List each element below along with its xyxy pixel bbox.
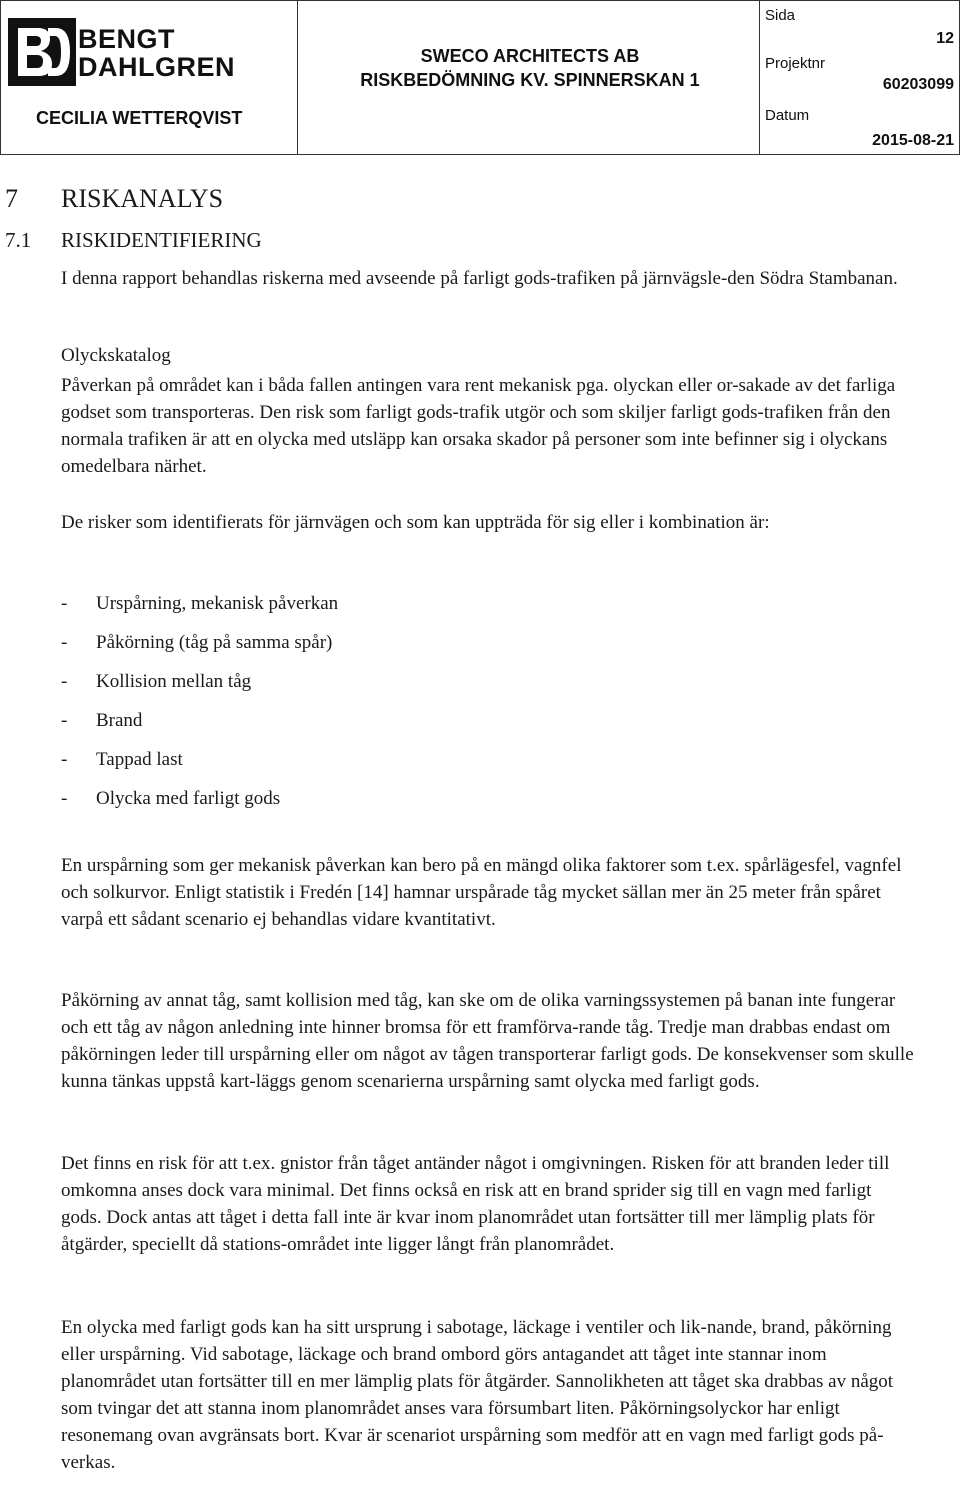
company-name: SWECO ARCHITECTS AB bbox=[420, 46, 640, 66]
risk-list bbox=[61, 584, 338, 818]
collision-paragraph: Påkörning av annat tåg, samt kollision med tåg, kan ske om de olika varningssystemen på banan inte fungerar och ett tåg av någon anledning inte hinner bromsa för ett framförva-rande tåg. Tredje man drabbas endast om påkörningen leder till urspårning eller om något av tågen transporterar farligt gods. De konsekvenser som skulle kunna tänkas uppstå kart-läggs genom scenarierna urspårning samt olycka med farligt gods. bbox=[61, 990, 914, 1092]
project-label: Projektnr bbox=[765, 55, 826, 72]
section-heading bbox=[5, 184, 223, 214]
section-title: RISKANALYS bbox=[61, 184, 224, 213]
report-title: RISKBEDÖMNING KV. SPINNERSKAN 1 bbox=[360, 70, 700, 90]
logo-text-line1: BENGT bbox=[78, 24, 175, 54]
intro-paragraph: I denna rapport behandlas riskerna med avseende på farligt gods-trafiken på järnvägsle-den Södra Stambanan. bbox=[61, 268, 898, 289]
catalog-heading: Olyckskatalog bbox=[61, 345, 171, 366]
fire-paragraph: Det finns en risk för att t.ex. gnistor från tåget antänder något i omgivningen. Risken för att branden leder till omkomna anses dock vara minimal. Det finns också en risk att en brand sprider sig till en vagn med farligt gods. Dock antas att tåget i detta fall inte är kvar inom planområdet utan fortsätter till mer lämplig plats för åtgärder, speciellt då stations-området inte ligger långt från planområdet. bbox=[61, 1153, 890, 1255]
page-number: 12 bbox=[936, 30, 954, 47]
subsection-heading bbox=[5, 228, 262, 253]
dangerous-goods-paragraph: En olycka med farligt gods kan ha sitt ursprung i sabotage, läckage i ventiler och lik-nande, brand, påkörning eller urspårning. Vid sabotage, läckage och brand ombord görs antagandet att tåget inte stannar inom planområdet utan fortsätter till en mer lämplig plats för åtgärder. Sannolikheten att tåget ska drabbas av något som tvingar det att stanna inom planområdet anses vara försumbart liten. Påkörningsolyckor har enligt resonemang ovan avgränsats bort. Kvar är scenariot urspårning som medför att en vagn med farligt gods på-verkas. bbox=[61, 1317, 894, 1473]
project-number: 60203099 bbox=[882, 76, 954, 93]
list-item: - Urspårning, mekanisk påverkan bbox=[61, 593, 339, 614]
date-label: Datum bbox=[765, 107, 810, 124]
derailment-paragraph: En urspårning som ger mekanisk påverkan kan bero på en mängd olika faktorer som t.ex. spårlägesfel, vagnfel och solkurvor. Enligt statistik i Fredén [14] hamnar urspårade tåg mycket sällan mer än 25 meter från spåret varpå ett sådant scenario ej behandlas vidare kvantitativt. bbox=[61, 855, 902, 930]
list-item: - Påkörning (tåg på samma spår) bbox=[61, 632, 333, 653]
date-value: 2015-08-21 bbox=[872, 132, 954, 149]
subsection-title: RISKIDENTIFIERING bbox=[61, 228, 262, 252]
author-name: CECILIA WETTERQVIST bbox=[36, 108, 243, 128]
list-item: - Kollision mellan tåg bbox=[61, 671, 252, 692]
document-header bbox=[0, 0, 960, 155]
list-item: - Tappad last bbox=[61, 749, 183, 770]
logo-text-line2: DAHLGREN bbox=[78, 52, 235, 82]
catalog-paragraph: Påverkan på området kan i båda fallen antingen vara rent mekanisk pga. olyckan eller or-sakade av det farliga godset som transporteras. Den risk som farligt gods-trafik utgör och som skiljer farligt gods-trafiken från den normala trafiken är att en olycka med utsläpp kan orsaka skador på personer som inte befinner sig i olyckans omedelbara närhet. bbox=[61, 375, 896, 477]
page-label: Sida bbox=[765, 7, 796, 24]
company-logo bbox=[8, 18, 248, 88]
risks-intro-paragraph: De risker som identifierats för järnvägen och som kan uppträda för sig eller i kombination är: bbox=[61, 512, 770, 533]
bd-logo-icon bbox=[8, 18, 76, 86]
list-item: - Olycka med farligt gods bbox=[61, 788, 281, 809]
section-number: 7 bbox=[5, 184, 18, 213]
list-item: - Brand bbox=[61, 710, 143, 731]
subsection-number: 7.1 bbox=[5, 228, 32, 252]
